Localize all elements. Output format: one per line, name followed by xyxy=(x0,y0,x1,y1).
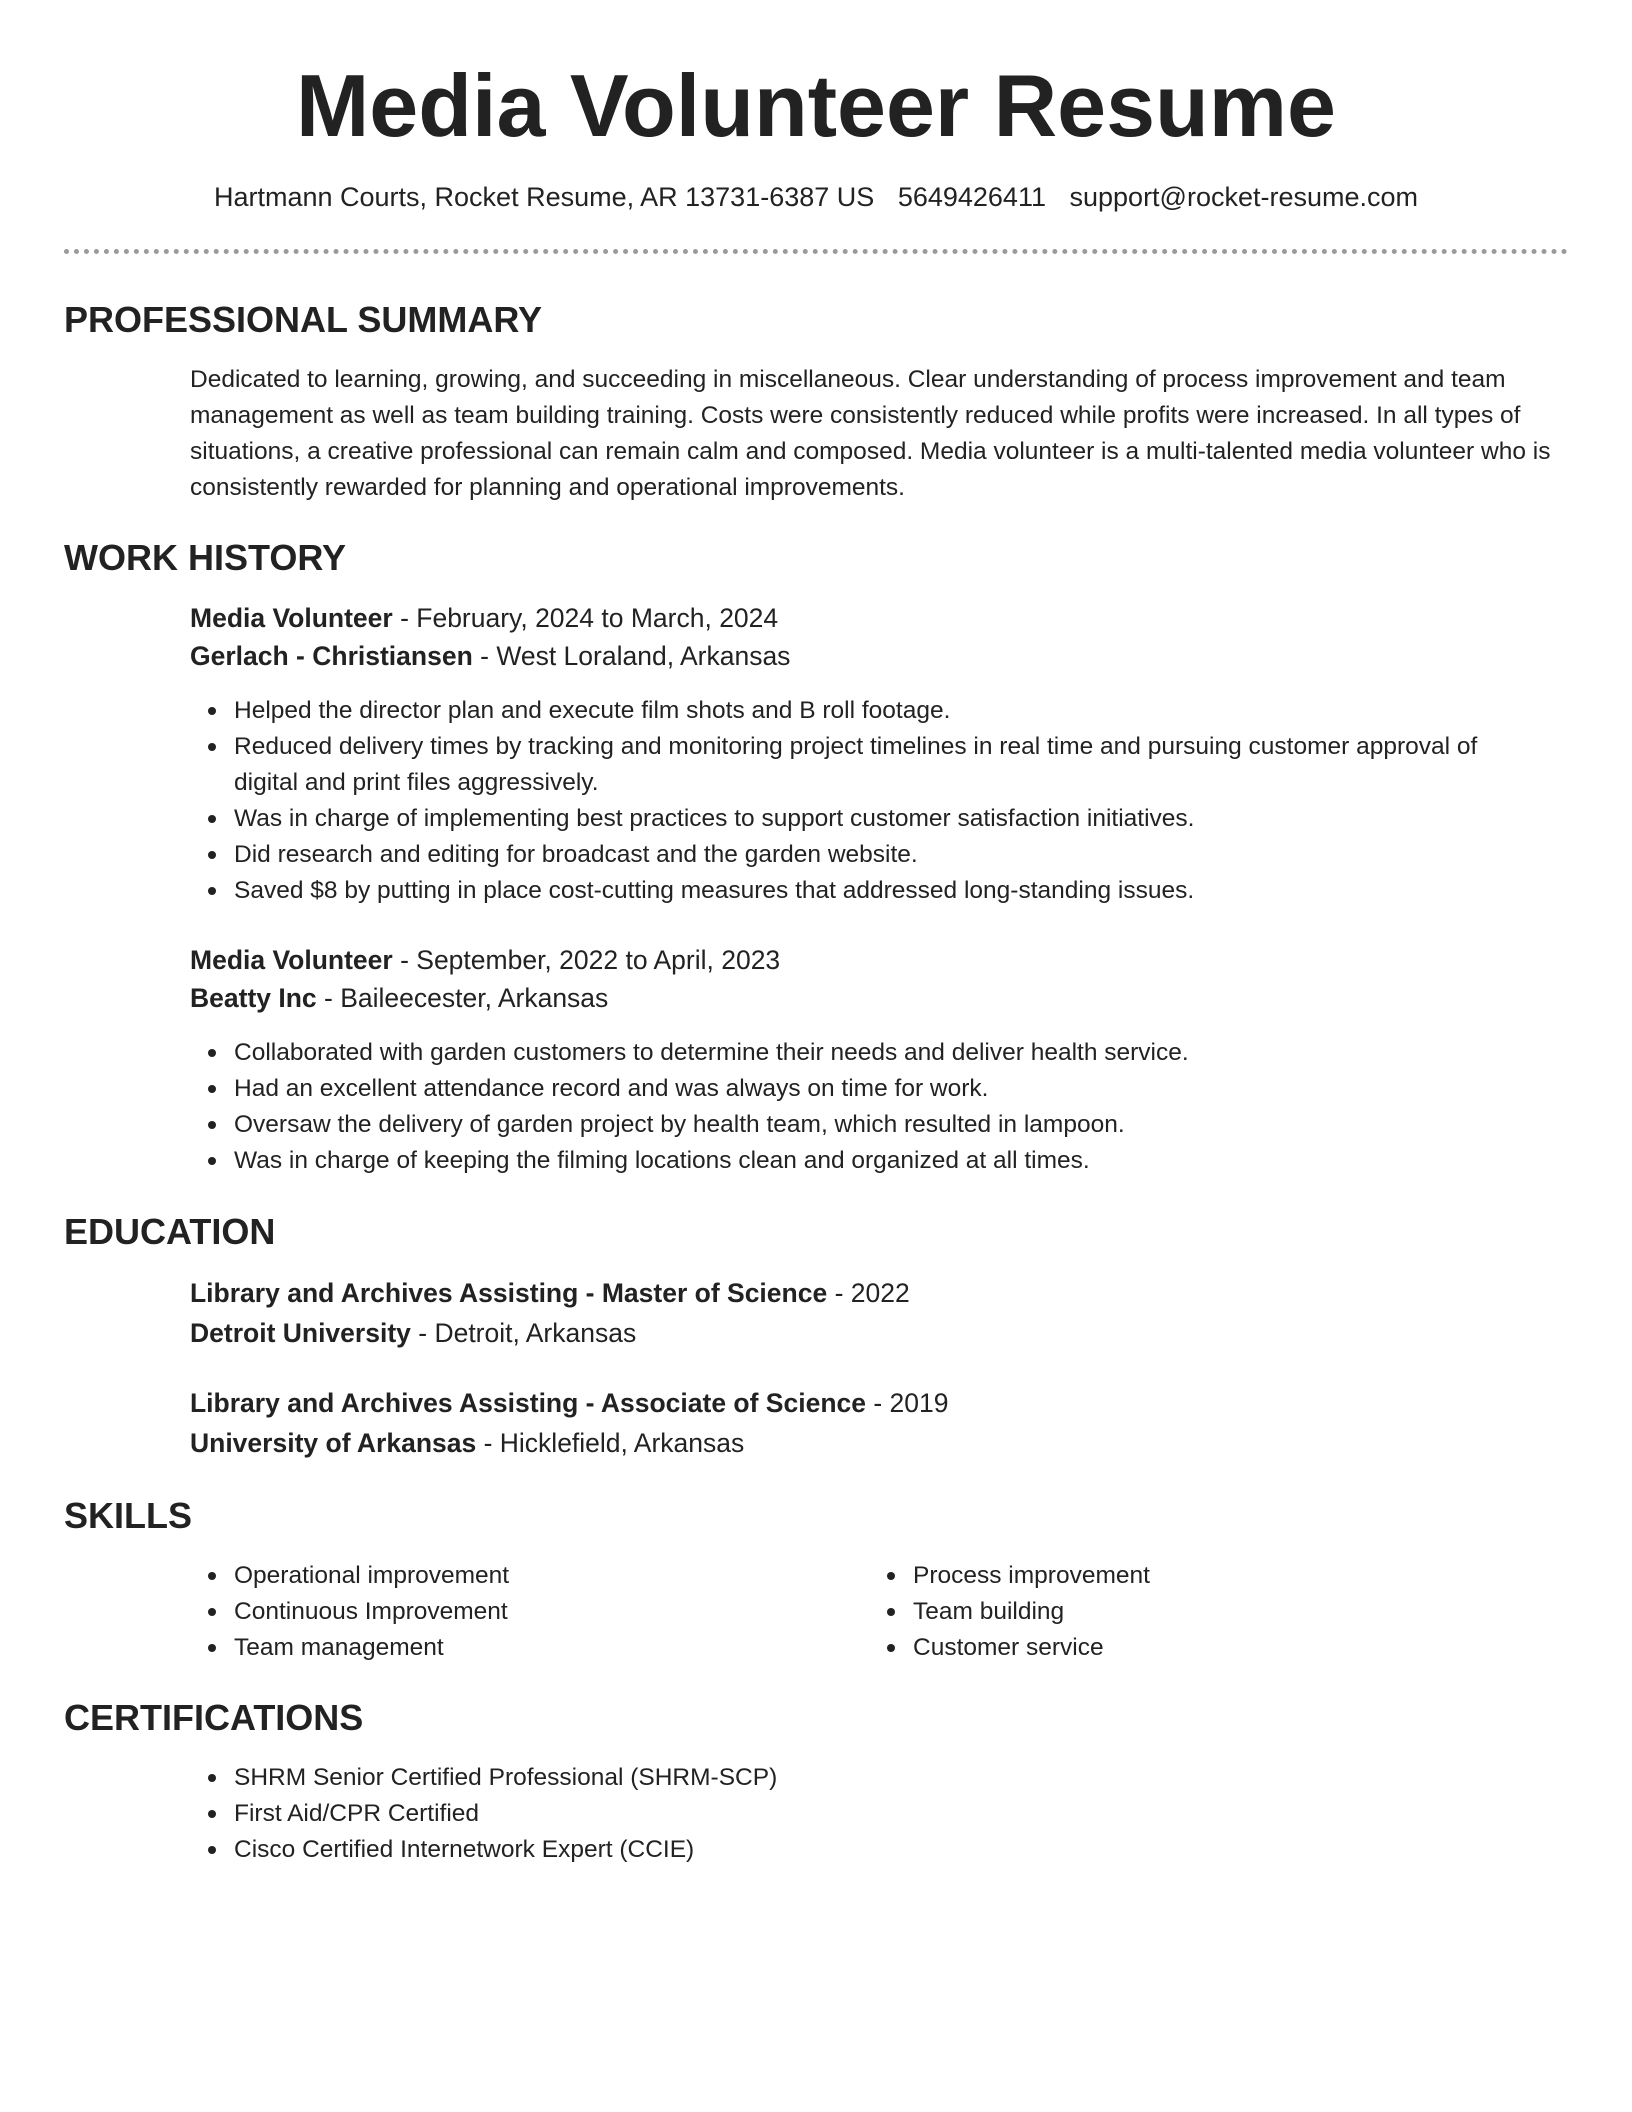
contact-address: Hartmann Courts, Rocket Resume, AR 13731-6387 US xyxy=(213,182,875,212)
job-2-title: Media Volunteer xyxy=(190,945,393,975)
job-1-company-line xyxy=(190,637,790,675)
certifications-list xyxy=(190,1760,1580,1868)
job-2-company: Beatty Inc xyxy=(190,983,317,1013)
education-2-degree: Library and Archives Assisting - Associate of Science xyxy=(190,1388,866,1418)
job-1-title: Media Volunteer xyxy=(190,603,393,633)
list-item: Cisco Certified Internetwork Expert (CCIE) xyxy=(190,1832,1580,1868)
education-1-location: - Detroit, Arkansas xyxy=(410,1318,637,1348)
header-divider xyxy=(64,249,1568,254)
job-1-duties xyxy=(190,693,1520,909)
list-item: Process improvement xyxy=(869,1558,1509,1594)
education-1-year: - 2022 xyxy=(827,1278,910,1308)
list-item: Customer service xyxy=(869,1630,1509,1666)
list-item: Continuous Improvement xyxy=(190,1594,830,1630)
list-item: Team management xyxy=(190,1630,830,1666)
education-1-degree-line xyxy=(190,1274,910,1312)
list-item: Operational improvement xyxy=(190,1558,830,1594)
job-2-title-line xyxy=(190,941,780,979)
skills-heading: SKILLS xyxy=(64,1495,193,1536)
list-item: SHRM Senior Certified Professional (SHRM-SCP) xyxy=(190,1760,1580,1796)
education-2-school-line xyxy=(190,1424,744,1462)
job-1-company: Gerlach - Christiansen xyxy=(190,641,473,671)
work-history-heading: WORK HISTORY xyxy=(64,537,347,578)
job-1-title-line xyxy=(190,599,778,637)
contact-phone: 5649426411 xyxy=(897,182,1046,212)
job-1-location: - West Loraland, Arkansas xyxy=(472,641,791,671)
list-item: Was in charge of implementing best practices to support customer satisfaction initiatives. xyxy=(190,801,1520,837)
education-1-school: Detroit University xyxy=(190,1318,411,1348)
job-2-location: - Baileecester, Arkansas xyxy=(316,983,609,1013)
skills-list-left xyxy=(190,1558,830,1666)
summary-heading: PROFESSIONAL SUMMARY xyxy=(64,299,543,340)
job-2-duties xyxy=(190,1035,1580,1179)
list-item: Collaborated with garden customers to determine their needs and deliver health service. xyxy=(190,1035,1580,1071)
list-item: Was in charge of keeping the filming locations clean and organized at all times. xyxy=(190,1143,1580,1179)
list-item: Did research and editing for broadcast and the garden website. xyxy=(190,837,1520,873)
education-2-degree-line xyxy=(190,1384,949,1422)
education-1-degree: Library and Archives Assisting - Master of Science xyxy=(190,1278,828,1308)
summary-text: Dedicated to learning, growing, and succeeding in miscellaneous. Clear understanding of process improvement and team management as well as team building training. Costs were consistently reduced while profits were increased. In all types of situations, a creative professional can remain calm and composed. Media volunteer is a multi-talented media volunteer who is consistently rewarded for planning and operational improvements. xyxy=(190,366,1551,501)
job-2-company-line xyxy=(190,979,608,1017)
list-item: First Aid/CPR Certified xyxy=(190,1796,1580,1832)
list-item: Reduced delivery times by tracking and monitoring project timelines in real time and pursuing customer approval of digital and print files aggressively. xyxy=(190,729,1520,801)
job-2-dates: - September, 2022 to April, 2023 xyxy=(392,945,781,975)
contact-email: support@rocket-resume.com xyxy=(1069,182,1419,212)
education-2-year: - 2019 xyxy=(865,1388,949,1418)
education-2-school: University of Arkansas xyxy=(190,1428,477,1458)
job-1-dates: - February, 2024 to March, 2024 xyxy=(392,603,779,633)
list-item: Team building xyxy=(869,1594,1509,1630)
list-item: Saved $8 by putting in place cost-cutting measures that addressed long-standing issues. xyxy=(190,873,1520,909)
contact-line xyxy=(0,180,1632,214)
list-item: Helped the director plan and execute film shots and B roll footage. xyxy=(190,693,1520,729)
skills-list-right xyxy=(869,1558,1509,1666)
education-heading: EDUCATION xyxy=(64,1211,276,1252)
certifications-heading: CERTIFICATIONS xyxy=(64,1697,364,1738)
education-2-location: - Hicklefield, Arkansas xyxy=(476,1428,745,1458)
list-item: Oversaw the delivery of garden project by health team, which resulted in lampoon. xyxy=(190,1107,1580,1143)
education-1-school-line xyxy=(190,1314,636,1352)
resume-title: Media Volunteer Resume xyxy=(296,56,1336,155)
list-item: Had an excellent attendance record and was always on time for work. xyxy=(190,1071,1580,1107)
